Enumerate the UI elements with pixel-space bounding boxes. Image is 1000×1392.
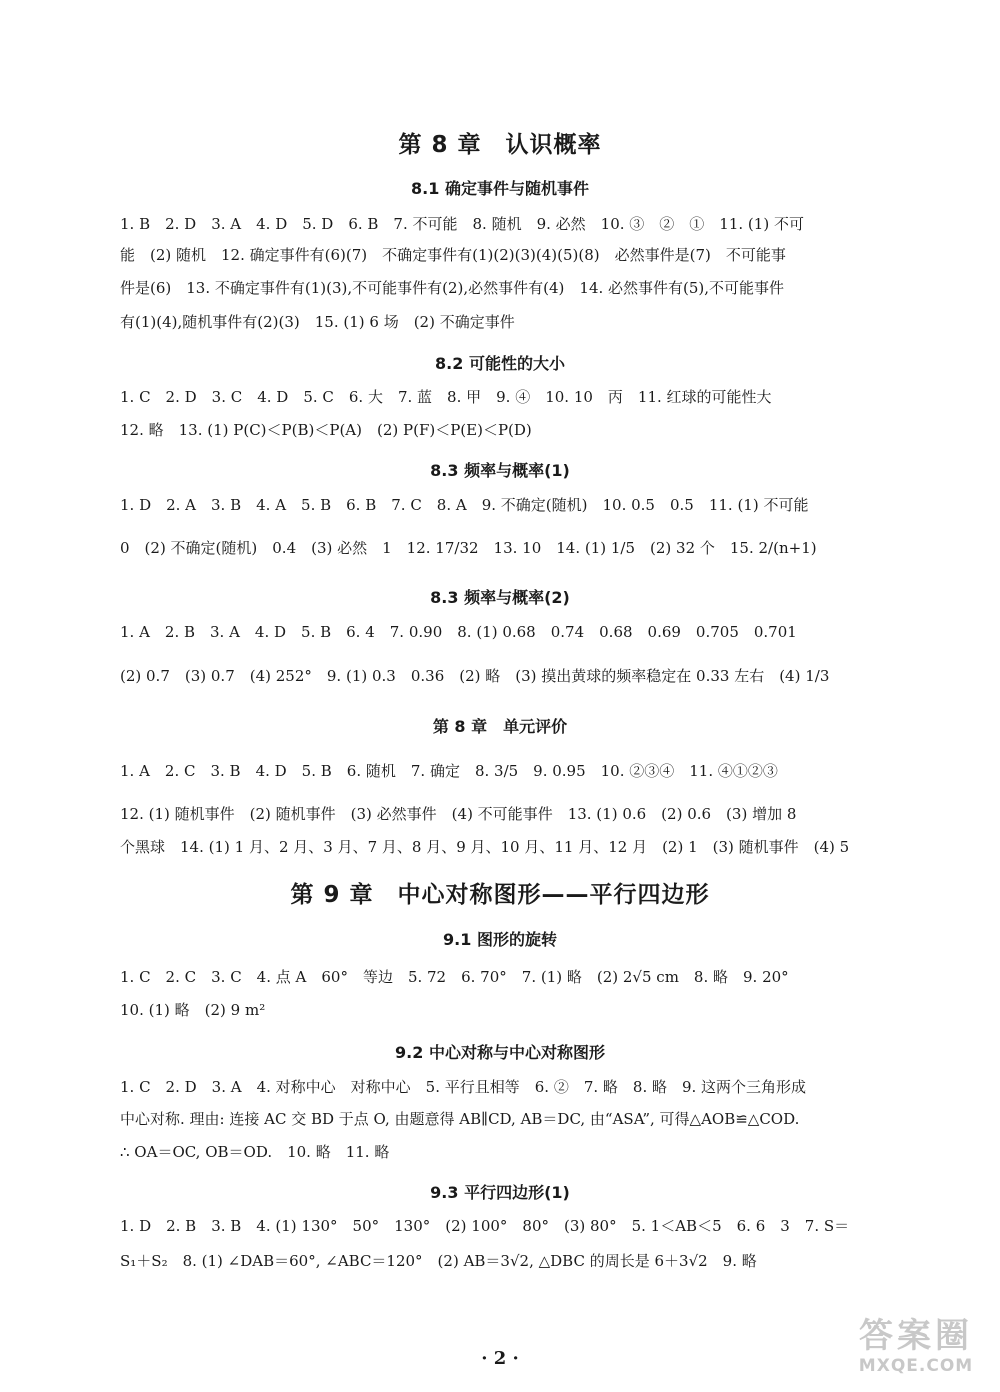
section-title-9-2: 9.2 中心对称与中心对称图形 (395, 1043, 605, 1062)
answer-line: 1. D 2. B 3. B 4. (1) 130° 50° 130° (2) 100° 80° (3) 80° 5. 1＜AB＜5 6. 6 3 7. S＝ (120, 1217, 850, 1235)
watermark-logo (846, 1316, 986, 1380)
answer-line: 有(1)(4),随机事件有(2)(3) 15. (1) 6 场 (2) 不确定事件 (120, 313, 515, 331)
answer-line: (2) 0.7 (3) 0.7 (4) 252° 9. (1) 0.3 0.36 (2) 略 (3) 摸出黄球的频率稳定在 0.33 左右 (4) 1/3 (120, 667, 830, 685)
chapter-9-title: 第 9 章 中心对称图形——平行四边形 (290, 882, 710, 908)
answer-line: 件是(6) 13. 不确定事件有(1)(3),不可能事件有(2),必然事件有(4) 14. 必然事件有(5),不可能事件 (120, 279, 785, 297)
answer-line: ∴ OA＝OC, OB＝OD. 10. 略 11. 略 (120, 1143, 390, 1161)
answer-line: 1. B 2. D 3. A 4. D 5. D 6. B 7. 不可能 8. 随机 9. 必然 10. ③ ② ① 11. (1) 不可 (120, 215, 804, 233)
answer-line: 1. C 2. D 3. A 4. 对称中心 对称中心 5. 平行且相等 6. ② 7. 略 8. 略 9. 这两个三角形成 (120, 1078, 807, 1096)
section-title-unit-review: 第 8 章 单元评价 (432, 717, 568, 736)
section-title-9-3-1: 9.3 平行四边形(1) (430, 1183, 570, 1202)
section-title-8-3-2: 8.3 频率与概率(2) (430, 588, 570, 607)
answer-line: 12. (1) 随机事件 (2) 随机事件 (3) 必然事件 (4) 不可能事件 13. (1) 0.6 (2) 0.6 (3) 增加 8 (120, 805, 797, 823)
section-title-8-3-1: 8.3 频率与概率(1) (430, 461, 570, 480)
answer-line: 0 (2) 不确定(随机) 0.4 (3) 必然 1 12. 17/32 13. 10 14. (1) 1/5 (2) 32 个 15. 2/(n+1) (120, 539, 817, 557)
answer-line: 10. (1) 略 (2) 9 m² (120, 1001, 266, 1019)
answer-line: 个黑球 14. (1) 1 月、2 月、3 月、7 月、8 月、9 月、10 月、11 月、12 月 (2) 1 (3) 随机事件 (4) 5 (120, 838, 850, 856)
answer-line: S₁＋S₂ 8. (1) ∠DAB＝60°, ∠ABC＝120° (2) AB＝3√2, △DBC 的周长是 6＋3√2 9. 略 (120, 1252, 757, 1270)
answer-line: 12. 略 13. (1) P(C)＜P(B)＜P(A) (2) P(F)＜P(E)＜P(D) (120, 421, 532, 439)
answer-line: 1. C 2. D 3. C 4. D 5. C 6. 大 7. 蓝 8. 甲 9. ④ 10. 10 丙 11. 红球的可能性大 (120, 388, 772, 406)
answer-line: 能 (2) 随机 12. 确定事件有(6)(7) 不确定事件有(1)(2)(3)(4)(5)(8) 必然事件是(7) 不可能事 (120, 246, 786, 264)
answer-line: 1. A 2. B 3. A 4. D 5. B 6. 4 7. 0.90 8. (1) 0.68 0.74 0.68 0.69 0.705 0.701 (120, 623, 797, 641)
watermark-logo-text: 答案圈 (859, 1316, 973, 1356)
answer-line: 1. A 2. C 3. B 4. D 5. B 6. 随机 7. 确定 8. 3/5 9. 0.95 10. ②③④ 11. ④①②③ (120, 762, 778, 780)
watermark-url: MXQE.COM (858, 1356, 974, 1376)
answer-line: 1. C 2. C 3. C 4. 点 A 60° 等边 5. 72 6. 70° 7. (1) 略 (2) 2√5 cm 8. 略 9. 20° (120, 968, 789, 986)
chapter-8-title: 第 8 章 认识概率 (398, 132, 602, 158)
page-number: · 2 · (481, 1348, 519, 1369)
answer-line: 1. D 2. A 3. B 4. A 5. B 6. B 7. C 8. A 9. 不确定(随机) 10. 0.5 0.5 11. (1) 不可能 (120, 496, 809, 514)
section-title-9-1: 9.1 图形的旋转 (443, 930, 557, 949)
section-title-8-2: 8.2 可能性的大小 (435, 354, 565, 373)
section-title-8-1: 8.1 确定事件与随机事件 (411, 179, 589, 198)
answer-line: 中心对称. 理由: 连接 AC 交 BD 于点 O, 由题意得 AB∥CD, AB＝DC, 由“ASA”, 可得△AOB≌△COD. (120, 1110, 800, 1128)
